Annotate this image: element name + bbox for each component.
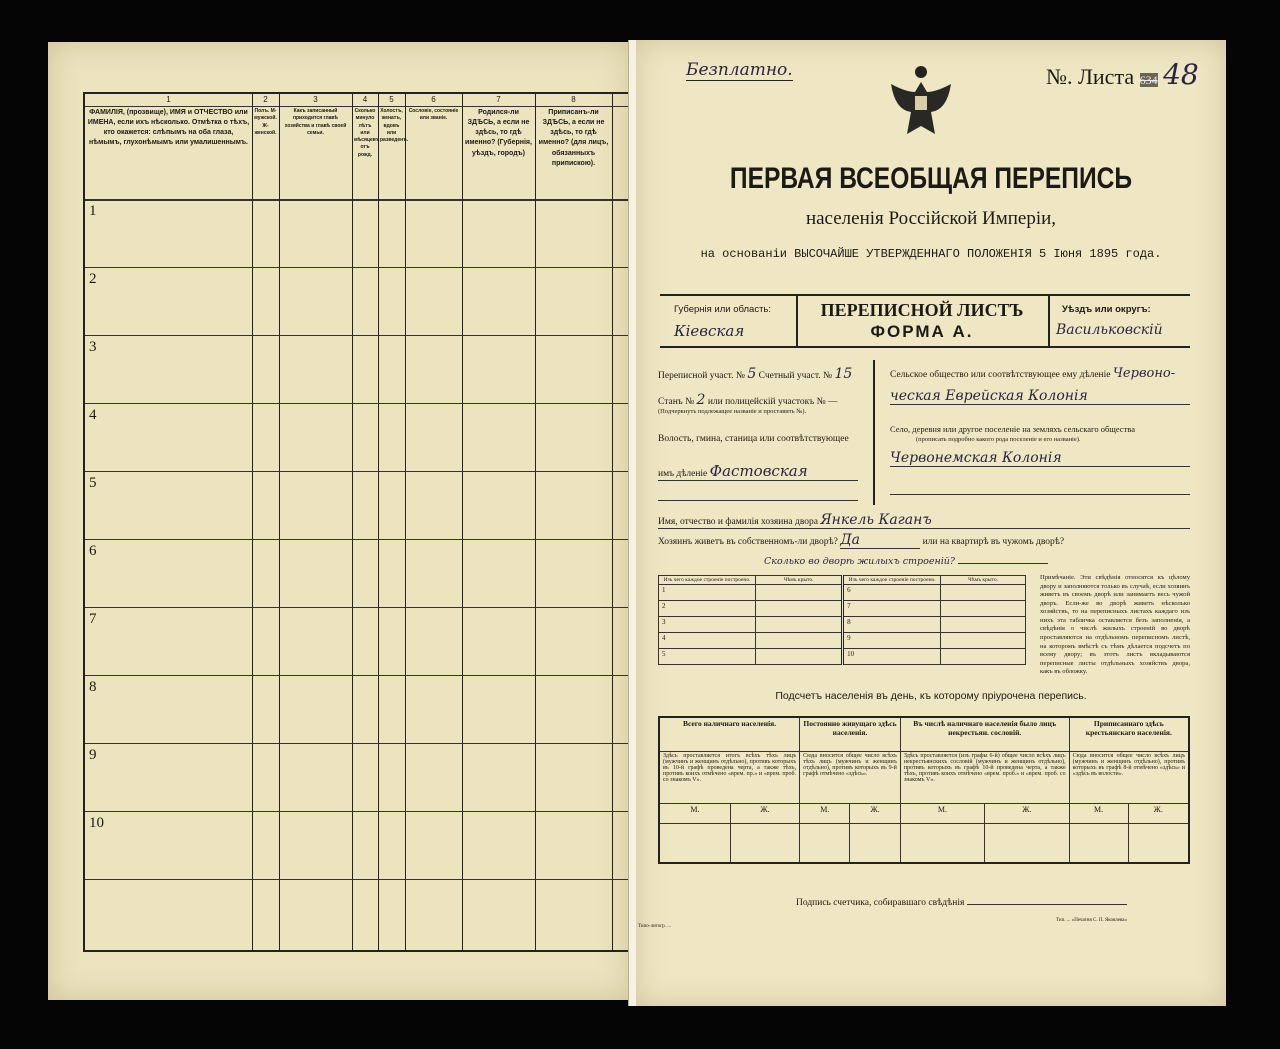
column-number: 3	[313, 95, 318, 104]
building-row: 2 7	[659, 601, 1026, 617]
column-number: 5	[389, 95, 394, 104]
column-number: 4	[362, 95, 368, 104]
count-cell[interactable]	[659, 823, 730, 863]
form-name: ФОРМА А.	[870, 322, 974, 341]
material-header: Изъ чего каждое строеніе построено.	[659, 576, 756, 585]
male-header: М.	[800, 804, 850, 823]
row-number: 6	[89, 543, 97, 559]
census-district-line: Переписной участ. № 5 Счетный участ. № 15	[658, 366, 853, 382]
village-label: Село, деревня или другое поселеніе на земляхъ сельскаго общества	[890, 424, 1135, 434]
building-row: 3 8	[659, 617, 1026, 633]
document-title: ПЕРВАЯ ВСЕОБЩАЯ ПЕРЕПИСЬ	[729, 162, 1133, 195]
column-header: Приписанъ-ли ЗДѢСЬ, а если не здѣсь, то гдѣ именно? (для лицъ, обязанныхъ припискою).	[538, 109, 609, 167]
female-header: Ж.	[850, 804, 900, 823]
stan-note: (Подчеркнуть подлежащее названіе и проставить №).	[658, 408, 807, 415]
row-divider	[85, 471, 633, 472]
row-number: 3	[89, 339, 97, 355]
column-divider	[535, 94, 536, 950]
row-divider	[85, 675, 633, 676]
row-number: 2	[89, 271, 97, 287]
column-divider	[462, 94, 463, 950]
population-count-table	[658, 716, 1190, 864]
row-divider	[85, 743, 633, 744]
note: Примѣчаніе. Эти свѣдѣнія относятся къ цѣлому двору и заполняются только въ случаѣ, если хозяинъ живетъ въ своемъ дворѣ или занимаетъ весь чужой дворъ. Если-же во дворѣ живетъ нѣсколько хозяйствъ, то на переписныхъ листахъ каждаго изъ нихъ эта табличка оставляется безъ заполненія, а свѣдѣнія о числѣ жилыхъ строеній во дворѣ проставляются на отдѣльномъ переписномъ листѣ, на которомъ вмѣстѣ съ тѣмъ дѣлается подсчетъ по всему двору; въ этотъ листъ вкладываются переписные листы отдѣльныхъ хозяйствъ двора, какъ въ обложку.	[1040, 574, 1190, 676]
count-header: Всего наличнаго населенія.	[659, 717, 800, 751]
column-number: 7	[496, 95, 501, 104]
row-divider	[85, 607, 633, 608]
count-cell[interactable]	[730, 823, 799, 863]
own-yard-line: Хозяинъ живетъ въ собственномъ-ли дворѣ? Да или на квартирѣ въ чужомъ дворѣ?	[658, 532, 1065, 548]
sheet-number-label: №. Листа 634 48	[1046, 58, 1199, 91]
column-header: Сословіе, состояніе или званіе.	[408, 108, 459, 122]
count-header: Приписаннаго здѣсь крестьянскаго населенія.	[1069, 717, 1189, 751]
stan-line: Станъ № 2 или полицейскій участокъ № —	[658, 392, 838, 408]
volost-label: Волость, гмина, станица или соотвѣтствующее	[658, 434, 849, 444]
sheet-number: 48	[1163, 58, 1199, 91]
row-number: 5	[89, 475, 97, 491]
column-header: Холостъ, женатъ, вдовъ или разведенъ.	[380, 108, 409, 143]
column-divider	[612, 94, 613, 950]
buildings-line: Сколько во дворѣ жилыхъ строеній?	[764, 556, 1048, 567]
count-cell[interactable]	[985, 823, 1070, 863]
column-number: 1	[166, 95, 171, 104]
right-page	[636, 40, 1226, 1006]
male-header: М.	[1069, 804, 1128, 823]
female-header: Ж.	[1128, 804, 1189, 823]
count-cell[interactable]	[800, 823, 850, 863]
row-number: 4	[89, 407, 97, 423]
male-header: М.	[659, 804, 730, 823]
column-divider	[279, 94, 280, 950]
column-number: 2	[263, 95, 268, 104]
count-header: Въ числѣ наличнаго населенія было лицъ некрестьян. сословій.	[900, 717, 1069, 751]
column-divider	[405, 94, 406, 950]
material-header: Изъ чего каждое строеніе построено.	[843, 576, 941, 585]
column-header: Какъ записанный приходится главѣ хозяйства и главѣ своей семьи.	[284, 108, 347, 136]
building-row: 4 9	[659, 633, 1026, 649]
household-members-table	[83, 92, 635, 952]
legal-basis: на основаніи ВЫСОЧАЙШЕ УТВЕРЖДЕННАГО ПОЛОЖЕНІЯ 5 Іюня 1895 года.	[700, 247, 1162, 261]
column-header: Родился-ли ЗДѢСЬ, а если не здѣсь, то гдѣ именно? (Губернія, уѣздъ, городъ)	[465, 109, 532, 157]
column-divider	[252, 94, 253, 950]
row-divider	[85, 403, 633, 404]
free-label: Безплатно.	[686, 60, 793, 80]
building-row: 5 10	[659, 649, 1026, 665]
imperial-eagle-icon	[881, 62, 961, 142]
buildings-table	[658, 575, 1026, 665]
signature-line: Подпись счетчика, собиравшаго свѣдѣнія	[796, 898, 1127, 908]
count-cell[interactable]	[850, 823, 900, 863]
count-description: Сюда вносится общее число всѣхъ лицъ (мужчинъ и женщинъ отдѣльно), противъ которыхъ въ графѣ 8-й отмѣчено «здѣсь» и «здѣсь въ волости».	[1069, 751, 1189, 804]
column-header: Полъ. М-мужской. Ж-женской.	[254, 108, 277, 136]
row-divider	[85, 539, 633, 540]
form-title: ПЕРЕПИСНОЙ ЛИСТЪ	[820, 300, 1024, 320]
row-number: 9	[89, 747, 97, 763]
column-divider	[378, 94, 379, 950]
count-cell[interactable]	[1128, 823, 1189, 863]
female-header: Ж.	[730, 804, 799, 823]
column-header: ФАМИЛІЯ, (прозвище), ИМЯ и ОТЧЕСТВО или ИМЕНА, если ихъ нѣсколько. Отмѣтка о тѣхъ, кто окажется: слѣпымъ на оба глаза, нѣмымъ, глухонѣмымъ или умалишеннымъ.	[87, 109, 250, 147]
column-number: 8	[571, 95, 576, 104]
roof-header: Чѣмъ крыто.	[756, 576, 843, 585]
roof-header: Чѣмъ крыто.	[941, 576, 1026, 585]
volost-line: имъ дѣленіе Фастовская	[658, 462, 858, 481]
count-description: Здѣсь проставляется (изъ графы 6-й) общее число всѣхъ лицъ некрестьянскихъ сословій (мужчинъ и женщинъ отдѣльно), противъ которыхъ въ графѣ 10-й проведена черта, а также тѣхъ, противъ коихъ отмѣчено «врем. проб.» и «врем. проб. со знакомъ V».	[900, 751, 1069, 804]
row-divider	[85, 811, 633, 812]
row-number: 10	[89, 815, 104, 831]
column-header: Сколько минуло лѣтъ или мѣсяцевъ отъ рожд.	[354, 108, 380, 158]
count-cell[interactable]	[900, 823, 984, 863]
count-description: Здѣсь проставляется итогъ всѣхъ тѣхъ лицъ (мужчинъ и женщинъ отдѣльно), противъ которыхъ въ 10-й графѣ проведена черта, а также тѣхъ, противъ коихъ отмѣчено «врем. пр.» и «врем. проб. со знакомъ V».	[659, 751, 800, 804]
female-header: Ж.	[985, 804, 1070, 823]
form-header-box	[660, 294, 1190, 348]
left-page	[48, 42, 630, 1000]
male-header: М.	[900, 804, 984, 823]
column-number: 6	[431, 95, 436, 104]
row-number: 7	[89, 611, 97, 627]
printer-left: Типо-литогр. ...	[638, 924, 672, 929]
count-description: Сюда вносится общее число всѣхъ тѣхъ лицъ (мужчинъ и женщинъ отдѣльно), противъ которыхъ въ 9-й графѣ отмѣчено «здѣсь».	[800, 751, 901, 804]
document-subtitle: населенія Россійской Имперіи,	[805, 208, 1057, 229]
owner-line: Имя, отчество и фамилія хозяина двора Янкель Каганъ	[658, 512, 1190, 529]
village-value: Червонемская Колонія	[890, 450, 1190, 467]
printer-right: Тип. ... «Печатня С. П. Яковлева»	[1056, 918, 1127, 923]
building-row: 1 6	[659, 585, 1026, 601]
count-header: Постоянно живущаго здѣсь населенія.	[800, 717, 901, 751]
uezd-field: Уѣздъ или округъ: Васильковскій	[1048, 296, 1192, 346]
society-value: ческая Еврейская Колонія	[890, 388, 1190, 405]
row-divider	[85, 335, 633, 336]
row-number: 8	[89, 679, 97, 695]
gubernia-field: Губернія или область: Кіевская	[660, 296, 798, 346]
row-divider	[85, 267, 633, 268]
count-title: Подсчетъ населенія въ день, къ которому пріурочена перепись.	[775, 690, 1087, 702]
society-line: Сельское общество или соотвѣтствующее ему дѣленіе Червоно-	[890, 366, 1176, 381]
village-note: (прописать подробно какого рода поселеніе и его названіе).	[916, 436, 1081, 443]
count-cell[interactable]	[1069, 823, 1128, 863]
row-number: 1	[89, 203, 97, 219]
column-divider	[352, 94, 353, 950]
divider	[873, 360, 875, 505]
